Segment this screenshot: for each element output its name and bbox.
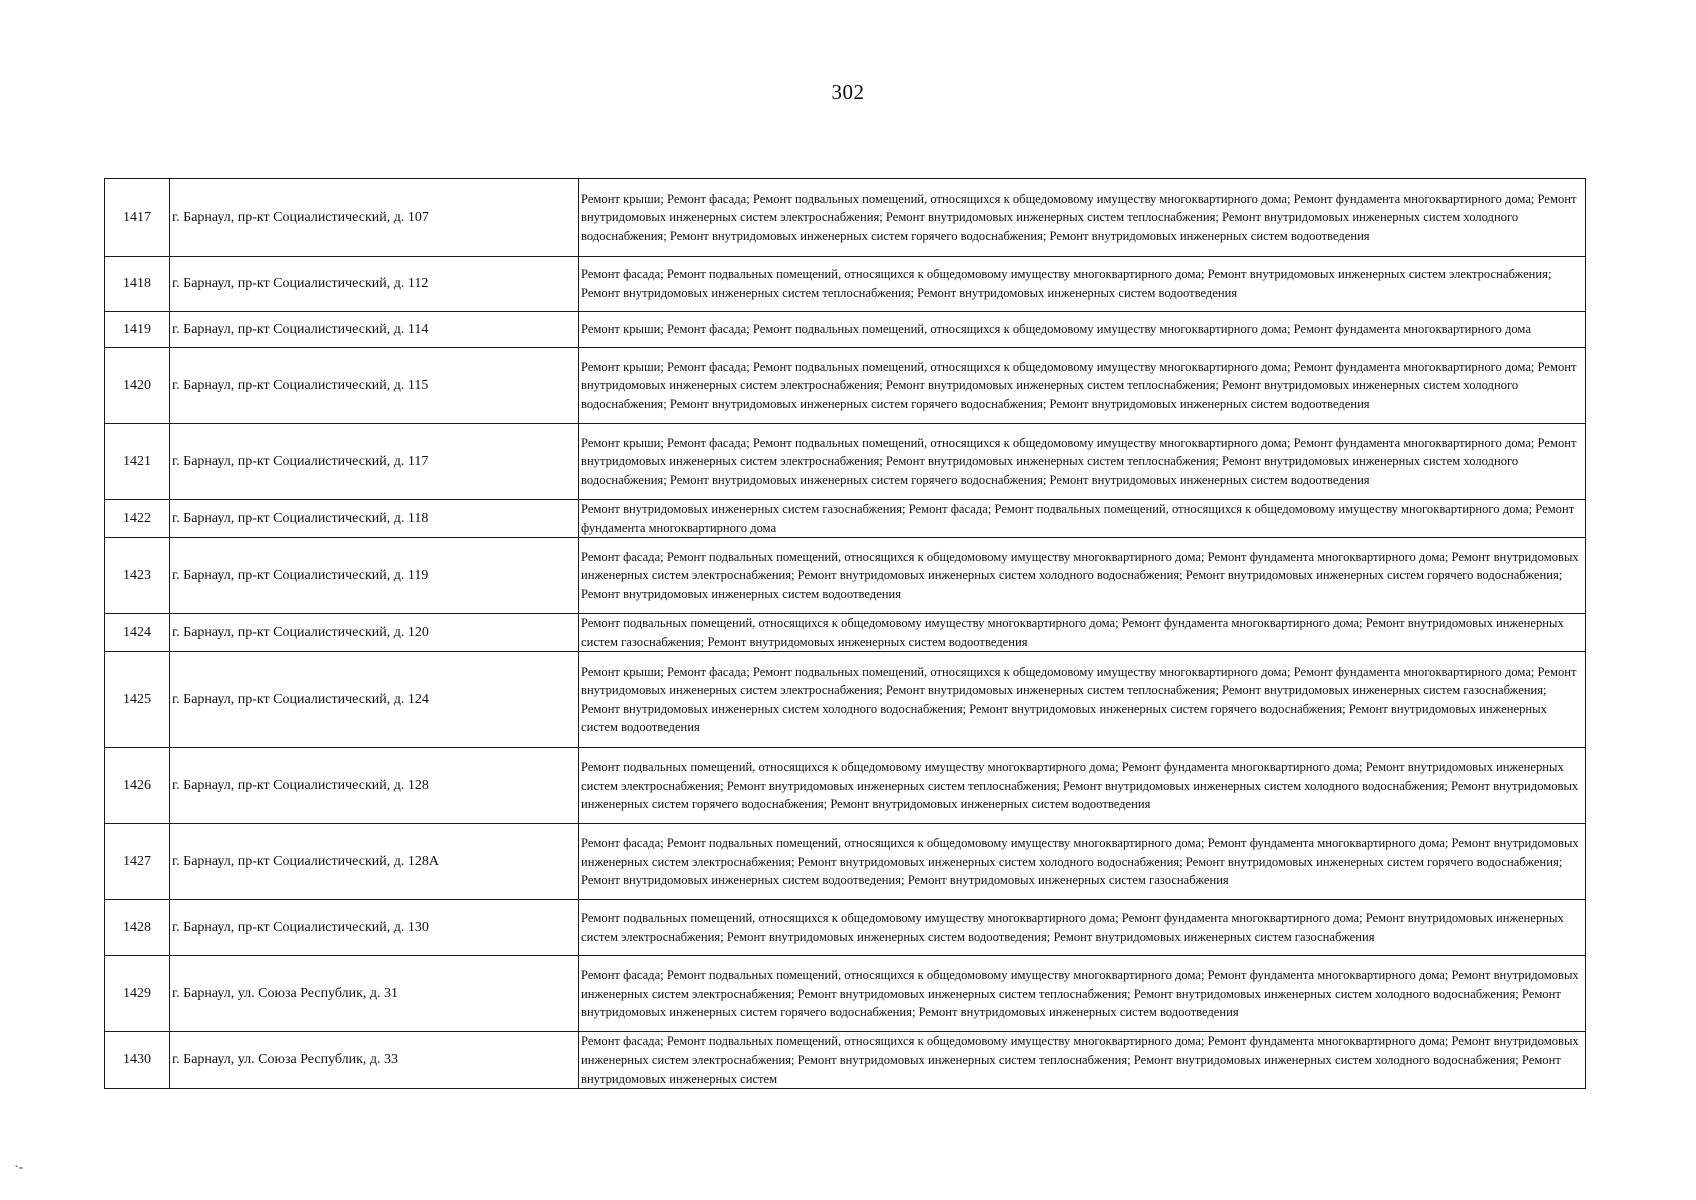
row-works: Ремонт фасада; Ремонт подвальных помещений, относящихся к общедомовому имуществу многоквартирного дома; Ремонт фундамента многоквартирного дома; Ремонт внутридомовых инженерных систем электроснабжения; Ремонт внутридомовых инженерных систем холодного водоснабжения; Ремонт внутридомовых инженерных систем горячего водоснабжения; Ремонт внутридомовых инженерных систем водоотведения: [579, 538, 1586, 614]
row-number: 1419: [105, 312, 170, 348]
table-row: [105, 500, 1586, 538]
row-works: Ремонт крыши; Ремонт фасада; Ремонт подвальных помещений, относящихся к общедомовому имуществу многоквартирного дома; Ремонт фундамента многоквартирного дома; Ремонт внутридомовых инженерных систем электроснабжения; Ремонт внутридомовых инженерных систем теплоснабжения; Ремонт внутридомовых инженерных систем холодного водоснабжения; Ремонт внутридомовых инженерных систем горячего водоснабжения; Ремонт внутридомовых инженерных систем водоотведения: [579, 179, 1586, 257]
row-works: Ремонт подвальных помещений, относящихся к общедомовому имуществу многоквартирного дома; Ремонт фундамента многоквартирного дома; Ремонт внутридомовых инженерных систем электроснабжения; Ремонт внутридомовых инженерных систем водоотведения; Ремонт внутридомовых инженерных систем газоснабжения: [579, 900, 1586, 956]
table-body: [105, 179, 1586, 1089]
row-address: г. Барнаул, пр-кт Социалистический, д. 115: [170, 348, 579, 424]
row-number: 1422: [105, 500, 170, 538]
row-address: г. Барнаул, ул. Союза Республик, д. 33: [170, 1032, 579, 1089]
row-address: г. Барнаул, пр-кт Социалистический, д. 112: [170, 257, 579, 312]
table-row: [105, 652, 1586, 748]
table-row: [105, 748, 1586, 824]
table-row: [105, 179, 1586, 257]
table-row: [105, 257, 1586, 312]
table-row: [105, 900, 1586, 956]
row-number: 1428: [105, 900, 170, 956]
row-number: 1427: [105, 824, 170, 900]
row-number: 1424: [105, 614, 170, 652]
row-address: г. Барнаул, пр-кт Социалистический, д. 128: [170, 748, 579, 824]
row-address: г. Барнаул, пр-кт Социалистический, д. 124: [170, 652, 579, 748]
row-works: Ремонт подвальных помещений, относящихся к общедомовому имуществу многоквартирного дома; Ремонт фундамента многоквартирного дома; Ремонт внутридомовых инженерных систем электроснабжения; Ремонт внутридомовых инженерных систем теплоснабжения; Ремонт внутридомовых инженерных систем холодного водоснабжения; Ремонт внутридомовых инженерных систем горячего водоснабжения; Ремонт внутридомовых инженерных систем водоотведения: [579, 748, 1586, 824]
row-number: 1425: [105, 652, 170, 748]
table-row: [105, 824, 1586, 900]
row-works: Ремонт крыши; Ремонт фасада; Ремонт подвальных помещений, относящихся к общедомовому имуществу многоквартирного дома; Ремонт фундамента многоквартирного дома; Ремонт внутридомовых инженерных систем электроснабжения; Ремонт внутридомовых инженерных систем теплоснабжения; Ремонт внутридомовых инженерных систем холодного водоснабжения; Ремонт внутридомовых инженерных систем горячего водоснабжения; Ремонт внутридомовых инженерных систем водоотведения: [579, 424, 1586, 500]
row-address: г. Барнаул, пр-кт Социалистический, д. 117: [170, 424, 579, 500]
row-address: г. Барнаул, пр-кт Социалистический, д. 120: [170, 614, 579, 652]
row-number: 1429: [105, 956, 170, 1032]
row-number: 1421: [105, 424, 170, 500]
table-row: [105, 1032, 1586, 1089]
housing-repair-table: [104, 178, 1586, 1089]
row-number: 1417: [105, 179, 170, 257]
page-number: 302: [831, 80, 865, 104]
row-works: Ремонт фасада; Ремонт подвальных помещений, относящихся к общедомовому имуществу многоквартирного дома; Ремонт фундамента многоквартирного дома; Ремонт внутридомовых инженерных систем электроснабжения; Ремонт внутридомовых инженерных систем холодного водоснабжения; Ремонт внутридомовых инженерных систем горячего водоснабжения; Ремонт внутридомовых инженерных систем водоотведения; Ремонт внутридомовых инженерных систем газоснабжения: [579, 824, 1586, 900]
row-works: Ремонт крыши; Ремонт фасада; Ремонт подвальных помещений, относящихся к общедомовому имуществу многоквартирного дома; Ремонт фундамента многоквартирного дома: [579, 312, 1586, 348]
table-row: [105, 424, 1586, 500]
row-number: 1430: [105, 1032, 170, 1089]
row-address: г. Барнаул, пр-кт Социалистический, д. 130: [170, 900, 579, 956]
row-number: 1426: [105, 748, 170, 824]
table-row: [105, 312, 1586, 348]
row-address: г. Барнаул, ул. Союза Республик, д. 31: [170, 956, 579, 1032]
row-works: Ремонт крыши; Ремонт фасада; Ремонт подвальных помещений, относящихся к общедомовому имуществу многоквартирного дома; Ремонт фундамента многоквартирного дома; Ремонт внутридомовых инженерных систем электроснабжения; Ремонт внутридомовых инженерных систем теплоснабжения; Ремонт внутридомовых инженерных систем холодного водоснабжения; Ремонт внутридомовых инженерных систем горячего водоснабжения; Ремонт внутридомовых инженерных систем водоотведения: [579, 348, 1586, 424]
row-address: г. Барнаул, пр-кт Социалистический, д. 119: [170, 538, 579, 614]
table-row: [105, 538, 1586, 614]
row-address: г. Барнаул, пр-кт Социалистический, д. 128А: [170, 824, 579, 900]
row-works: Ремонт внутридомовых инженерных систем газоснабжения; Ремонт фасада; Ремонт подвальных помещений, относящихся к общедомовому имуществу многоквартирного дома; Ремонт фундамента многоквартирного дома: [579, 500, 1586, 538]
row-address: г. Барнаул, пр-кт Социалистический, д. 107: [170, 179, 579, 257]
scan-artifact: ·-: [14, 1160, 24, 1175]
row-works: Ремонт фасада; Ремонт подвальных помещений, относящихся к общедомовому имуществу многоквартирного дома; Ремонт внутридомовых инженерных систем электроснабжения; Ремонт внутридомовых инженерных систем теплоснабжения; Ремонт внутридомовых инженерных систем водоотведения: [579, 257, 1586, 312]
row-works: Ремонт крыши; Ремонт фасада; Ремонт подвальных помещений, относящихся к общедомовому имуществу многоквартирного дома; Ремонт фундамента многоквартирного дома; Ремонт внутридомовых инженерных систем электроснабжения; Ремонт внутридомовых инженерных систем теплоснабжения; Ремонт внутридомовых инженерных систем газоснабжения; Ремонт внутридомовых инженерных систем холодного водоснабжения; Ремонт внутридомовых инженерных систем горячего водоснабжения; Ремонт внутридомовых инженерных систем водоотведения: [579, 652, 1586, 748]
table-row: [105, 614, 1586, 652]
row-address: г. Барнаул, пр-кт Социалистический, д. 118: [170, 500, 579, 538]
row-works: Ремонт фасада; Ремонт подвальных помещений, относящихся к общедомовому имуществу многоквартирного дома; Ремонт фундамента многоквартирного дома; Ремонт внутридомовых инженерных систем электроснабжения; Ремонт внутридомовых инженерных систем теплоснабжения; Ремонт внутридомовых инженерных систем холодного водоснабжения; Ремонт внутридомовых инженерных систем горячего водоснабжения; Ремонт внутридомовых инженерных систем водоотведения: [579, 956, 1586, 1032]
row-works: Ремонт подвальных помещений, относящихся к общедомовому имуществу многоквартирного дома; Ремонт фундамента многоквартирного дома; Ремонт внутридомовых инженерных систем газоснабжения; Ремонт внутридомовых инженерных систем водоотведения: [579, 614, 1586, 652]
table-row: [105, 348, 1586, 424]
row-works: Ремонт фасада; Ремонт подвальных помещений, относящихся к общедомовому имуществу многоквартирного дома; Ремонт фундамента многоквартирного дома; Ремонт внутридомовых инженерных систем электроснабжения; Ремонт внутридомовых инженерных систем теплоснабжения; Ремонт внутридомовых инженерных систем холодного водоснабжения; Ремонт внутридомовых инженерных систем: [579, 1032, 1586, 1089]
row-number: 1423: [105, 538, 170, 614]
row-number: 1418: [105, 257, 170, 312]
row-number: 1420: [105, 348, 170, 424]
row-address: г. Барнаул, пр-кт Социалистический, д. 114: [170, 312, 579, 348]
table-row: [105, 956, 1586, 1032]
